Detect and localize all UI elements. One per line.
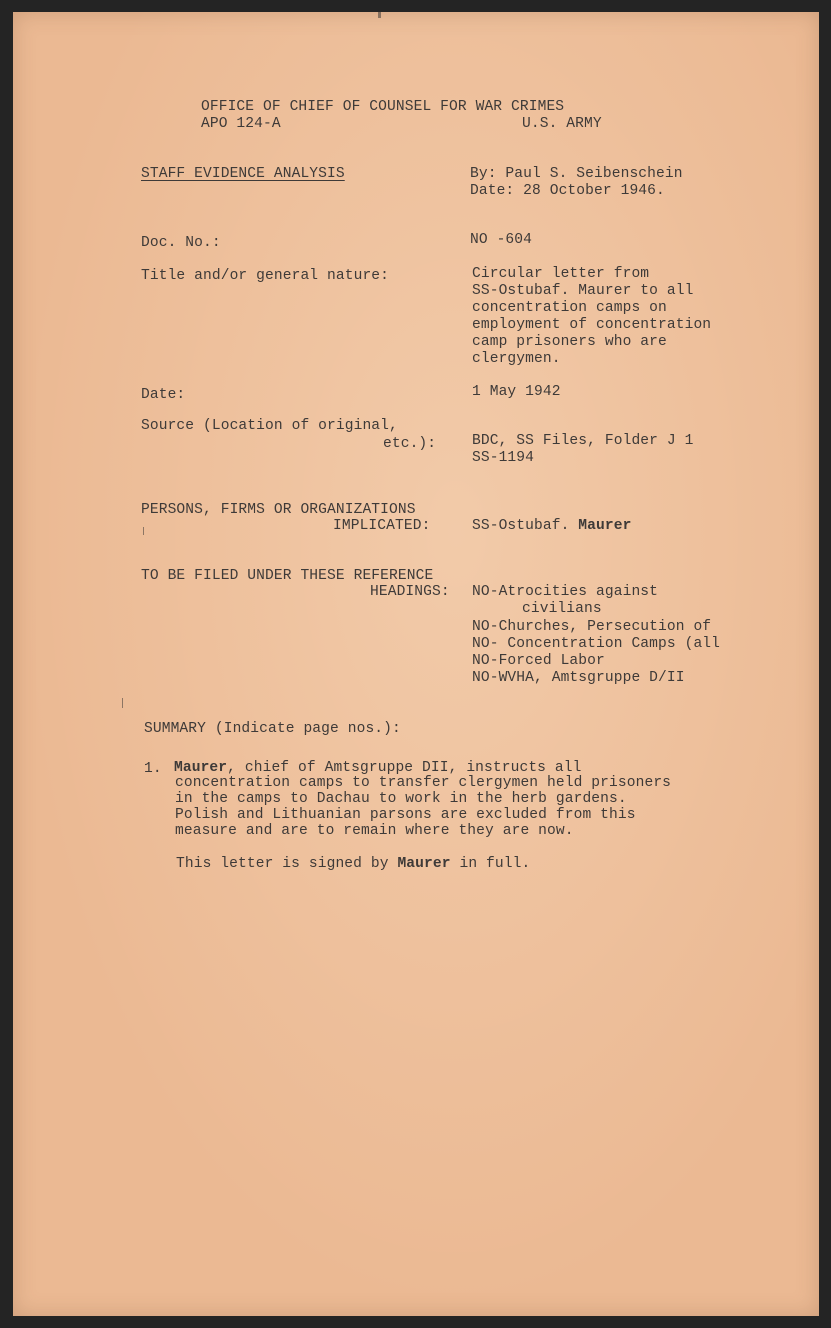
summary-name: Maurer xyxy=(174,760,228,776)
headings-label: HEADINGS: xyxy=(370,584,450,600)
summary-line: Polish and Lithuanian parsons are excluded from this xyxy=(175,807,636,823)
doc-no-label: Doc. No.: xyxy=(141,235,221,251)
persons-label: PERSONS, FIRMS OR ORGANIZATIONS xyxy=(141,502,416,518)
summary-line: concentration camps to transfer clergymen held prisoners xyxy=(175,775,672,791)
implicated-label: IMPLICATED: xyxy=(333,518,431,534)
reference-label: TO BE FILED UNDER THESE REFERENCE xyxy=(141,568,434,584)
title-line: employment of concentration xyxy=(472,317,712,333)
reference-heading: NO- Concentration Camps (all xyxy=(472,636,721,652)
paper-speck xyxy=(378,12,381,18)
paper-speck xyxy=(143,527,144,535)
title-line: camp prisoners who are xyxy=(472,334,667,350)
implicated-value xyxy=(472,518,631,535)
date-value: 1 May 1942 xyxy=(472,384,561,400)
apo-number: APO 124-A xyxy=(201,116,281,132)
reference-heading: civilians xyxy=(522,601,602,617)
date-label: Date: xyxy=(141,387,186,403)
analysis-date: Date: 28 October 1946. xyxy=(470,183,665,199)
document-page xyxy=(13,12,819,1316)
paper-speck xyxy=(122,698,123,708)
reference-heading: NO-WVHA, Amtsgruppe D/II xyxy=(472,670,685,686)
analyst-name: By: Paul S. Seibenschein xyxy=(470,166,683,182)
summary-line: in the camps to Dachau to work in the herb gardens. xyxy=(175,791,627,807)
implicated-name: Maurer xyxy=(578,518,632,534)
source-value-cont: SS-1194 xyxy=(472,450,535,466)
title-label: Title and/or general nature: xyxy=(141,268,390,284)
office-heading: OFFICE OF CHIEF OF COUNSEL FOR WAR CRIMES xyxy=(201,99,565,115)
signature-name: Maurer xyxy=(397,856,451,872)
title-line: Circular letter from xyxy=(472,266,650,282)
reference-heading: NO-Atrocities against xyxy=(472,584,659,600)
signature-prefix: This letter is signed by xyxy=(176,856,398,872)
reference-heading: NO-Churches, Persecution of xyxy=(472,619,712,635)
source-label-cont: etc.): xyxy=(383,436,437,452)
title-line: SS-Ostubaf. Maurer to all xyxy=(472,283,694,299)
title-line: concentration camps on xyxy=(472,300,667,316)
doc-no-value: NO -604 xyxy=(470,232,533,248)
reference-heading: NO-Forced Labor xyxy=(472,653,605,669)
source-value: BDC, SS Files, Folder J 1 xyxy=(472,433,694,449)
analysis-title: STAFF EVIDENCE ANALYSIS xyxy=(141,166,345,182)
summary-label: SUMMARY (Indicate page nos.): xyxy=(144,721,401,737)
title-line: clergymen. xyxy=(472,351,561,367)
signature-note xyxy=(176,856,530,873)
summary-item-number: 1. xyxy=(144,761,162,777)
army-label: U.S. ARMY xyxy=(522,116,602,132)
source-label: Source (Location of original, xyxy=(141,418,398,434)
summary-line: measure and are to remain where they are now. xyxy=(175,823,574,839)
summary-text: , chief of Amtsgruppe DII, instructs all xyxy=(227,760,582,776)
signature-suffix: in full. xyxy=(450,856,531,872)
implicated-rank: SS-Ostubaf. xyxy=(472,518,570,534)
